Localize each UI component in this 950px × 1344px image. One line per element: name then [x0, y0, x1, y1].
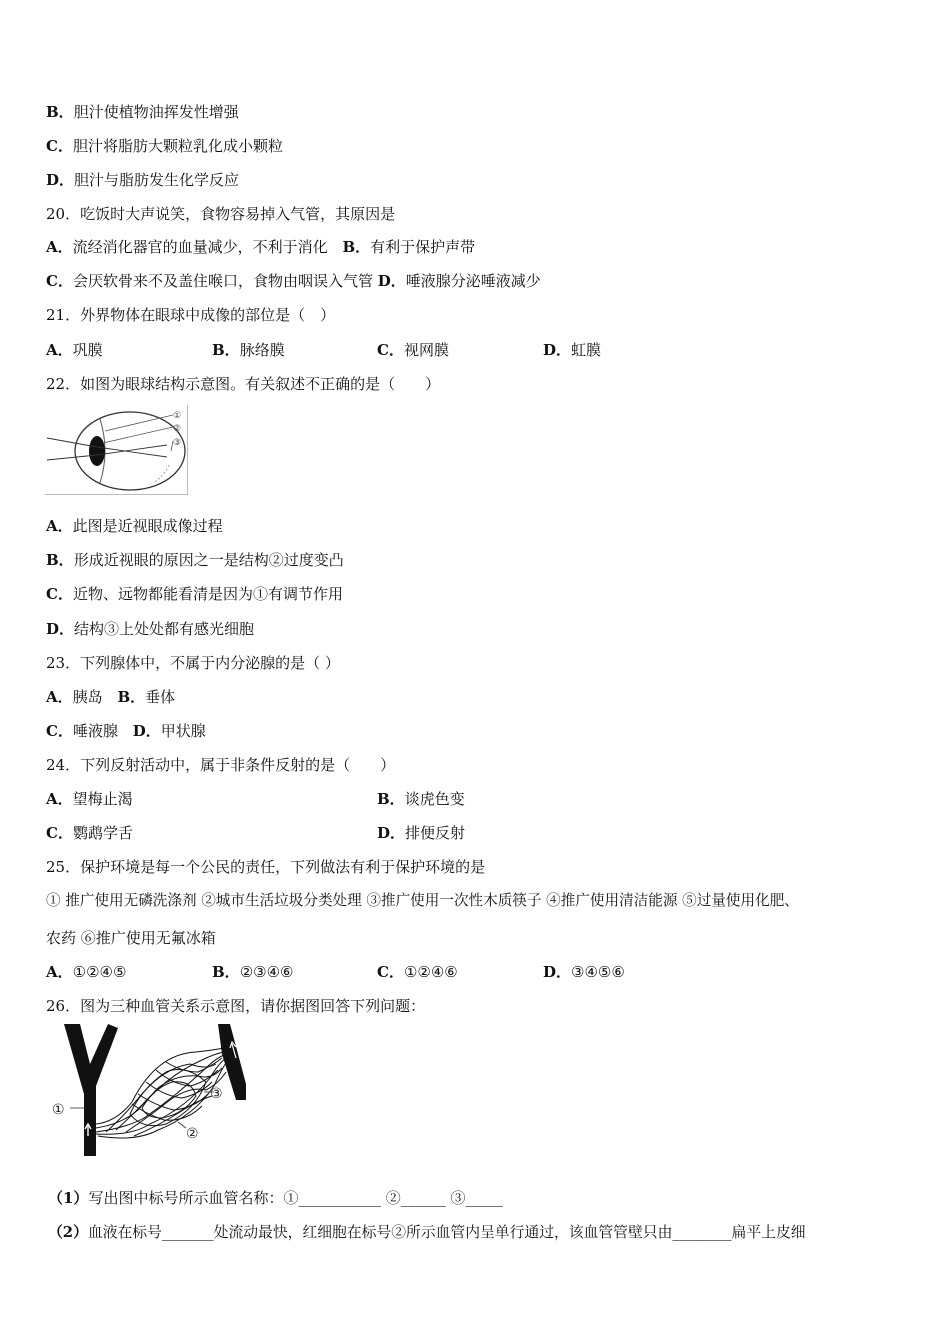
option-text: 形成近视眼的原因之一是结构②过度变凸	[73, 551, 344, 569]
option-letter: A．	[46, 963, 73, 981]
option-text: ①②④⑥	[403, 963, 458, 981]
q23-stem: 23．下列腺体中，不属于内分泌腺的是（ ）	[46, 654, 340, 672]
option-text: 流经消化器官的血量减少，不利于消化	[72, 238, 328, 256]
q19-option-b	[46, 102, 239, 122]
q25-statements-line1: ① 推广使用无磷洗涤剂 ②城市生活垃圾分类处理 ③推广使用一次性木质筷子 ④推广使用清洁能源 ⑤过量使用化肥、	[46, 892, 799, 909]
q24-option-a	[46, 789, 133, 809]
q25-stem: 25．保护环境是每一个公民的责任，下列做法有利于保护环境的是	[46, 858, 486, 876]
figure-label-1: ①	[52, 1102, 65, 1118]
option-text: 此图是近视眼成像过程	[72, 517, 223, 535]
artery-vessel	[64, 1024, 118, 1156]
option-letter: C．	[377, 963, 404, 981]
option-text: 鹦鹉学舌	[72, 824, 133, 842]
option-letter: B．	[117, 688, 146, 706]
option-letter: B．	[46, 551, 74, 569]
option-text: 谈虎色变	[404, 790, 465, 808]
q25-option-c	[377, 962, 458, 982]
option-letter: D．	[46, 171, 75, 189]
option-letter: C．	[377, 341, 404, 359]
option-letter: D．	[543, 341, 572, 359]
option-letter: A．	[46, 790, 73, 808]
option-text: 胆汁与脂肪发生化学反应	[74, 171, 240, 189]
q21-stem: 21．外界物体在眼球中成像的部位是（ ）	[46, 306, 336, 324]
option-letter: A．	[46, 688, 73, 706]
q25-statements-line2: 农药 ⑥推广使用无氟冰箱	[46, 929, 216, 947]
option-letter: A．	[46, 341, 73, 359]
figure-label-1: ①	[173, 411, 182, 421]
q24-stem: 24．下列反射活动中，属于非条件反射的是（ ）	[46, 756, 396, 774]
option-letter: C．	[46, 272, 73, 290]
q21-option-d	[543, 340, 601, 360]
q21-option-a	[46, 340, 103, 360]
option-letter: C．	[46, 722, 73, 740]
option-text: 视网膜	[403, 341, 449, 359]
option-text: 唾液腺	[72, 722, 118, 740]
q21-option-b	[212, 340, 285, 360]
option-text: 结构③上处处都有感光细胞	[74, 620, 255, 638]
option-text: 唾液腺分泌唾液减少	[405, 272, 541, 290]
q20-options-ab	[46, 237, 475, 257]
figure-label-3: ③	[210, 1086, 223, 1102]
option-letter: B．	[212, 341, 240, 359]
option-letter: C．	[46, 137, 73, 155]
q22-option-b	[46, 550, 344, 570]
option-text: 巩膜	[72, 341, 103, 359]
q26-stem: 26．图为三种血管关系示意图，请你据图回答下列问题：	[46, 997, 426, 1015]
option-letter: A．	[46, 238, 73, 256]
q22-option-c	[46, 584, 343, 604]
option-text: 会厌软骨来不及盖住喉口，食物由咽误入气管	[72, 272, 373, 290]
q24-option-d	[377, 823, 465, 843]
option-text: 虹膜	[571, 341, 602, 359]
q25-option-a	[46, 962, 126, 982]
q22-option-d	[46, 619, 254, 639]
blood-vessels-figure	[46, 1024, 248, 1156]
option-letter: D．	[543, 963, 572, 981]
figure-label-2: ②	[173, 424, 182, 434]
q25-option-b	[212, 962, 293, 982]
option-text: ①②④⑤	[72, 963, 127, 981]
figure-label-3: ③	[173, 438, 182, 448]
eye-structure-figure	[45, 405, 188, 495]
option-letter: A．	[46, 517, 73, 535]
q26-part2	[48, 1223, 806, 1243]
option-text: 垂体	[145, 688, 176, 706]
figure-label-2: ②	[186, 1126, 199, 1142]
lens	[89, 436, 105, 466]
q22-stem: 22．如图为眼球结构示意图。有关叙述不正确的是（ ）	[46, 375, 441, 393]
option-letter: B．	[377, 790, 405, 808]
q20-options-cd	[46, 271, 541, 291]
option-letter: C．	[46, 585, 73, 603]
option-letter: D．	[46, 620, 75, 638]
part-text: 写出图中标号所示血管名称：①___________ ②______ ③_____	[88, 1189, 503, 1207]
q26-part1	[48, 1188, 503, 1208]
q25-option-d	[543, 962, 625, 982]
part-text: 血液在标号_______处流动最快，红细胞在标号②所示血管内呈单行通过，该血管管壁只由________扁平上皮细	[87, 1224, 806, 1241]
q23-options-ab	[46, 687, 175, 707]
option-text: 甲状腺	[160, 722, 206, 740]
option-text: 胆汁使植物油挥发性增强	[73, 103, 239, 121]
q20-stem: 20．吃饭时大声说笑，食物容易掉入气管，其原因是	[46, 205, 396, 223]
option-text: ②③④⑥	[239, 963, 294, 981]
option-text: 有利于保护声带	[370, 238, 476, 256]
option-text: 近物、远物都能看清是因为①有调节作用	[72, 585, 343, 603]
option-letter: D．	[377, 824, 406, 842]
option-text: 胰岛	[72, 688, 103, 706]
option-letter: D．	[132, 722, 161, 740]
q21-option-c	[377, 340, 449, 360]
q22-option-a	[46, 516, 223, 536]
option-text: ③④⑤⑥	[571, 963, 625, 981]
q19-option-d	[46, 170, 239, 190]
option-text: 脉络膜	[239, 341, 285, 359]
option-letter: D．	[377, 272, 406, 290]
option-letter: B．	[342, 238, 371, 256]
option-letter: B．	[46, 103, 74, 121]
option-text: 排便反射	[405, 824, 466, 842]
option-text: 望梅止渴	[72, 790, 133, 808]
q19-option-c	[46, 136, 283, 156]
part-label: （2）	[48, 1224, 88, 1241]
option-letter: C．	[46, 824, 73, 842]
part-label: （1）	[48, 1189, 89, 1207]
q24-option-b	[377, 789, 465, 809]
q24-option-c	[46, 823, 133, 843]
q23-options-cd	[46, 721, 206, 741]
option-text: 胆汁将脂肪大颗粒乳化成小颗粒	[72, 137, 283, 155]
option-letter: B．	[212, 963, 240, 981]
capillary-network	[96, 1048, 228, 1138]
